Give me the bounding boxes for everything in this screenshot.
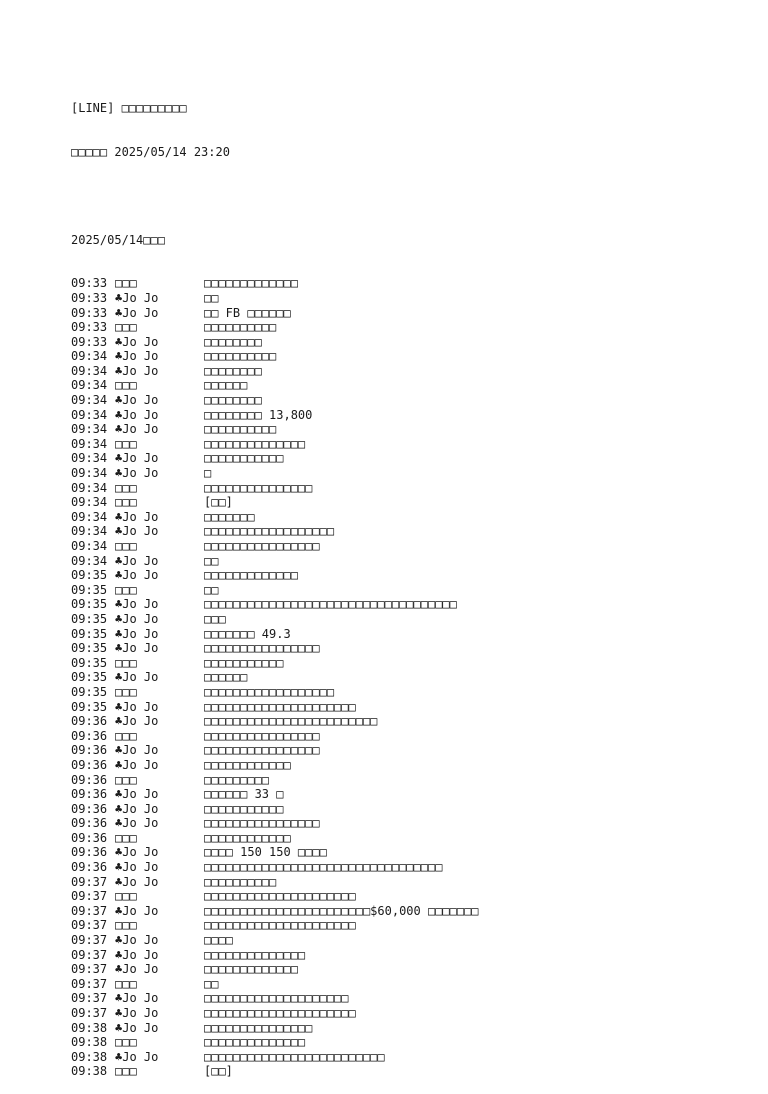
message-row	[71, 991, 479, 1006]
message-sender: ♣Jo Jo	[115, 305, 159, 320]
message-sender: ♣Jo Jo	[115, 568, 159, 583]
message-time: 09:36	[71, 772, 108, 787]
message-text: □□□□□□□□□□□□□□□□	[204, 539, 320, 553]
message-row	[71, 437, 479, 452]
message-sender: ♣Jo Jo	[115, 860, 159, 875]
message-time: 09:34	[71, 524, 108, 539]
message-time: 09:34	[71, 393, 108, 408]
message-text: □□	[204, 290, 219, 305]
message-sender: □□□	[115, 728, 137, 743]
message-time: 09:34	[71, 509, 108, 524]
message-row	[71, 1021, 479, 1036]
chat-export-document	[71, 72, 479, 1094]
message-row	[71, 583, 479, 598]
message-time: 09:36	[71, 830, 108, 845]
message-row	[71, 875, 479, 890]
message-text: □□□□□□□□□□□□□□□□□□□□□□□□□□□□□□□□□□□	[204, 597, 457, 612]
message-time: 09:36	[71, 787, 108, 802]
message-row	[71, 1064, 479, 1079]
message-sender: □□□	[115, 1064, 137, 1079]
message-time: 09:34	[71, 495, 108, 510]
message-time: 09:34	[71, 480, 108, 495]
message-time: 09:36	[71, 757, 108, 772]
message-text: □□□□□□□□	[204, 363, 262, 378]
message-text: □□□□□□□□□□□□□□□□□□	[204, 524, 335, 539]
message-sender: □□□	[115, 889, 137, 904]
message-row	[71, 349, 479, 364]
message-sender: ♣Jo Jo	[115, 1020, 159, 1035]
message-sender: ♣Jo Jo	[115, 451, 159, 466]
message-sender: □□□	[115, 378, 137, 393]
message-time: 09:35	[71, 582, 108, 597]
message-time: 09:33	[71, 320, 108, 335]
message-row	[71, 524, 479, 539]
message-row	[71, 743, 479, 758]
message-text: □□□□□□□□□□	[204, 874, 277, 889]
message-time: 09:38	[71, 1020, 108, 1035]
message-sender: ♣Jo Jo	[115, 801, 159, 816]
message-row	[71, 422, 479, 437]
message-sender: ♣Jo Jo	[115, 743, 159, 758]
message-sender: □□□	[115, 655, 137, 670]
message-row	[71, 320, 479, 335]
message-row	[71, 918, 479, 933]
message-time: 09:34	[71, 407, 108, 422]
message-text: □□□□□□□□□□□□□□□□□□□□□	[204, 1006, 356, 1020]
message-text: □□□□□□□□ 13,800	[204, 407, 313, 422]
message-row	[71, 1035, 479, 1050]
message-sender: □□□	[115, 582, 137, 597]
message-sender: ♣Jo Jo	[115, 787, 159, 802]
message-row	[71, 962, 479, 977]
message-sender: ♣Jo Jo	[115, 699, 159, 714]
message-text: □□	[204, 976, 219, 991]
message-time: 09:36	[71, 860, 108, 875]
message-time: 09:37	[71, 918, 108, 933]
message-sender: □□□	[115, 1035, 137, 1050]
message-row	[71, 816, 479, 831]
message-sender: ♣Jo Jo	[115, 407, 159, 422]
message-row	[71, 510, 479, 525]
message-text: □□□□□□□□□□	[204, 349, 277, 364]
message-text: □□□□□□□□□□□□□□□	[204, 480, 313, 495]
message-sender: ♣Jo Jo	[115, 1049, 159, 1064]
message-text: □□□□□□□□□□□	[204, 801, 284, 816]
message-row	[71, 670, 479, 685]
message-time: 09:33	[71, 276, 108, 291]
message-text: □□□□□□□□□□□□□□□□□□□□□□□□□□□□□□□□□	[204, 860, 443, 875]
message-text: □□□□□□□□□□	[204, 320, 277, 335]
message-row	[71, 481, 479, 496]
message-text: □□□□□□□□□□□□□□□□□□□□□□□$60,000 □□□□□□□	[204, 903, 479, 918]
message-sender: ♣Jo Jo	[115, 334, 159, 349]
message-row	[71, 568, 479, 583]
message-text: [□□]	[204, 495, 233, 510]
message-sender: ♣Jo Jo	[115, 845, 159, 860]
message-time: 09:37	[71, 933, 108, 948]
message-text: □□□□□□□□□□□□□□□□	[204, 743, 320, 758]
message-sender: ♣Jo Jo	[115, 611, 159, 626]
message-row	[71, 291, 479, 306]
message-text: □□□□□□□□□□□□□	[204, 568, 298, 583]
message-row	[71, 845, 479, 860]
message-text: □□	[204, 553, 219, 568]
message-text: □□□□□□□□□□□□□□□□□□□□□	[204, 699, 356, 714]
message-row	[71, 802, 479, 817]
message-time: 09:37	[71, 874, 108, 889]
message-time: 09:37	[71, 947, 108, 962]
message-text: □	[204, 466, 212, 481]
message-sender: ♣Jo Jo	[115, 670, 159, 685]
message-text: □□□□□□□□□□□□□□□□	[204, 816, 320, 831]
message-time: 09:36	[71, 728, 108, 743]
message-time: 09:33	[71, 334, 108, 349]
message-sender: □□□	[115, 495, 137, 510]
message-row	[71, 685, 479, 700]
message-list	[71, 276, 479, 1079]
message-sender: □□□	[115, 918, 137, 933]
message-time: 09:37	[71, 976, 108, 991]
message-text: □□□□□□□ 49.3	[204, 626, 291, 641]
message-sender: □□□	[115, 976, 137, 991]
message-text: □□□□□□□□□□	[204, 422, 277, 437]
message-time: 09:35	[71, 699, 108, 714]
message-row	[71, 335, 479, 350]
message-text: □□□□□□□□□□□□□□□□□□□□□	[204, 889, 356, 904]
message-time: 09:34	[71, 378, 108, 393]
message-time: 09:37	[71, 991, 108, 1006]
message-sender: ♣Jo Jo	[115, 903, 159, 918]
message-text: □□□□□□□□□□□□□□□□□□□□□□□□	[204, 714, 378, 729]
message-time: 09:33	[71, 290, 108, 305]
message-time: 09:36	[71, 816, 108, 831]
message-text: □□□□	[204, 933, 233, 948]
message-text: □□□□ 150 150 □□□□	[204, 845, 327, 860]
message-time: 09:38	[71, 1064, 108, 1079]
message-text: [□□]	[204, 1064, 233, 1079]
message-text: □□□□□□□□□□□□□	[204, 962, 298, 977]
message-text: □□□□□□□□□□□□□□	[204, 947, 306, 962]
message-time: 09:36	[71, 801, 108, 816]
message-row	[71, 1050, 479, 1065]
message-sender: ♣Jo Jo	[115, 626, 159, 641]
message-row	[71, 904, 479, 919]
message-text: □□□□□□□□	[204, 334, 262, 349]
message-row	[71, 656, 479, 671]
message-time: 09:36	[71, 845, 108, 860]
message-sender: ♣Jo Jo	[115, 466, 159, 481]
message-sender: ♣Jo Jo	[115, 947, 159, 962]
message-row	[71, 977, 479, 992]
message-row	[71, 773, 479, 788]
message-time: 09:35	[71, 684, 108, 699]
message-row	[71, 1006, 479, 1021]
message-sender: ♣Jo Jo	[115, 933, 159, 948]
message-row	[71, 364, 479, 379]
message-time: 09:37	[71, 889, 108, 904]
message-time: 09:36	[71, 714, 108, 729]
message-sender: ♣Jo Jo	[115, 962, 159, 977]
message-sender: ♣Jo Jo	[115, 816, 159, 831]
message-text: □□ FB □□□□□□	[204, 305, 291, 320]
message-sender: □□□	[115, 539, 137, 553]
message-text: □□□□□□□□□□□□□□	[204, 1035, 306, 1050]
message-text: □□□□□□□□□□□	[204, 451, 284, 466]
message-row	[71, 306, 479, 321]
message-text: □□□□□□□□□□□□□□	[204, 436, 306, 451]
message-row	[71, 831, 479, 846]
message-row	[71, 597, 479, 612]
message-sender: ♣Jo Jo	[115, 422, 159, 437]
message-sender: □□□	[115, 480, 137, 495]
message-sender: ♣Jo Jo	[115, 524, 159, 539]
message-time: 09:38	[71, 1035, 108, 1050]
message-row	[71, 466, 479, 481]
message-time: 09:35	[71, 597, 108, 612]
message-sender: ♣Jo Jo	[115, 714, 159, 729]
message-time: 09:34	[71, 363, 108, 378]
message-text: □□□□□□□□□	[204, 772, 270, 787]
message-text: □□□□□□	[204, 378, 248, 393]
message-sender: ♣Jo Jo	[115, 509, 159, 524]
message-time: 09:37	[71, 962, 108, 977]
message-row	[71, 393, 479, 408]
message-sender: ♣Jo Jo	[115, 1006, 159, 1020]
blank-line	[71, 189, 479, 204]
message-sender: □□□	[115, 320, 137, 335]
message-sender: ♣Jo Jo	[115, 597, 159, 612]
message-row	[71, 641, 479, 656]
message-row	[71, 729, 479, 744]
message-text: □□□□□□□□□□□	[204, 655, 284, 670]
message-text: □□□□□□ 33 □	[204, 787, 284, 802]
message-time: 09:35	[71, 611, 108, 626]
message-sender: □□□	[115, 436, 137, 451]
message-text: □□□□□□□□□□□□	[204, 757, 291, 772]
message-text: □□	[204, 582, 219, 597]
message-text: □□□□□□□□	[204, 393, 262, 408]
message-row	[71, 700, 479, 715]
message-row	[71, 378, 479, 393]
message-time: 09:38	[71, 1049, 108, 1064]
message-time: 09:36	[71, 743, 108, 758]
message-sender: ♣Jo Jo	[115, 363, 159, 378]
message-text: □□□□□□□□□□□□□	[204, 276, 298, 291]
chat-date-line: 2025/05/14□□□	[71, 232, 165, 247]
message-time: 09:35	[71, 626, 108, 641]
export-title-line: [LINE] □□□□□□□□□	[71, 101, 187, 116]
message-sender: ♣Jo Jo	[115, 757, 159, 772]
message-time: 09:35	[71, 670, 108, 685]
message-time: 09:34	[71, 349, 108, 364]
message-row	[71, 948, 479, 963]
message-sender: ♣Jo Jo	[115, 349, 159, 364]
message-time: 09:37	[71, 1006, 108, 1020]
message-text: □□□□□□□□□□□□	[204, 830, 291, 845]
message-row	[71, 933, 479, 948]
message-text: □□□□□□□□□□□□□□□□	[204, 728, 320, 743]
message-text: □□□□□□□□□□□□□□□□□□□□□	[204, 918, 356, 933]
message-text: □□□	[204, 611, 226, 626]
message-sender: ♣Jo Jo	[115, 393, 159, 408]
message-text: □□□□□□□□□□□□□□□□	[204, 641, 320, 656]
message-text: □□□□□□	[204, 670, 248, 685]
message-text: □□□□□□□	[204, 509, 255, 524]
message-row	[71, 276, 479, 291]
message-time: 09:34	[71, 466, 108, 481]
export-saved-line: □□□□□ 2025/05/14 23:20	[71, 144, 230, 159]
message-row	[71, 539, 479, 554]
message-sender: □□□	[115, 276, 137, 291]
message-sender: ♣Jo Jo	[115, 553, 159, 568]
message-time: 09:35	[71, 641, 108, 656]
message-row	[71, 758, 479, 773]
message-row	[71, 495, 479, 510]
message-time: 09:35	[71, 568, 108, 583]
message-row	[71, 889, 479, 904]
message-text: □□□□□□□□□□□□□□□	[204, 1020, 313, 1035]
message-row	[71, 714, 479, 729]
message-sender: □□□	[115, 684, 137, 699]
message-row	[71, 860, 479, 875]
message-text: □□□□□□□□□□□□□□□□□□□□	[204, 991, 349, 1006]
message-time: 09:37	[71, 903, 108, 918]
message-time: 09:34	[71, 422, 108, 437]
message-sender: ♣Jo Jo	[115, 874, 159, 889]
message-text: □□□□□□□□□□□□□□□□□□□□□□□□□	[204, 1049, 385, 1064]
message-row	[71, 451, 479, 466]
message-text: □□□□□□□□□□□□□□□□□□	[204, 684, 335, 699]
message-time: 09:34	[71, 436, 108, 451]
message-time: 09:35	[71, 655, 108, 670]
message-sender: ♣Jo Jo	[115, 641, 159, 656]
message-time: 09:34	[71, 553, 108, 568]
message-time: 09:34	[71, 451, 108, 466]
message-time: 09:34	[71, 539, 108, 553]
message-row	[71, 408, 479, 423]
message-row	[71, 554, 479, 569]
message-time: 09:33	[71, 305, 108, 320]
message-sender: □□□	[115, 830, 137, 845]
message-row	[71, 787, 479, 802]
message-row	[71, 627, 479, 642]
message-sender: □□□	[115, 772, 137, 787]
message-sender: ♣Jo Jo	[115, 290, 159, 305]
message-sender: ♣Jo Jo	[115, 991, 159, 1006]
message-row	[71, 612, 479, 627]
